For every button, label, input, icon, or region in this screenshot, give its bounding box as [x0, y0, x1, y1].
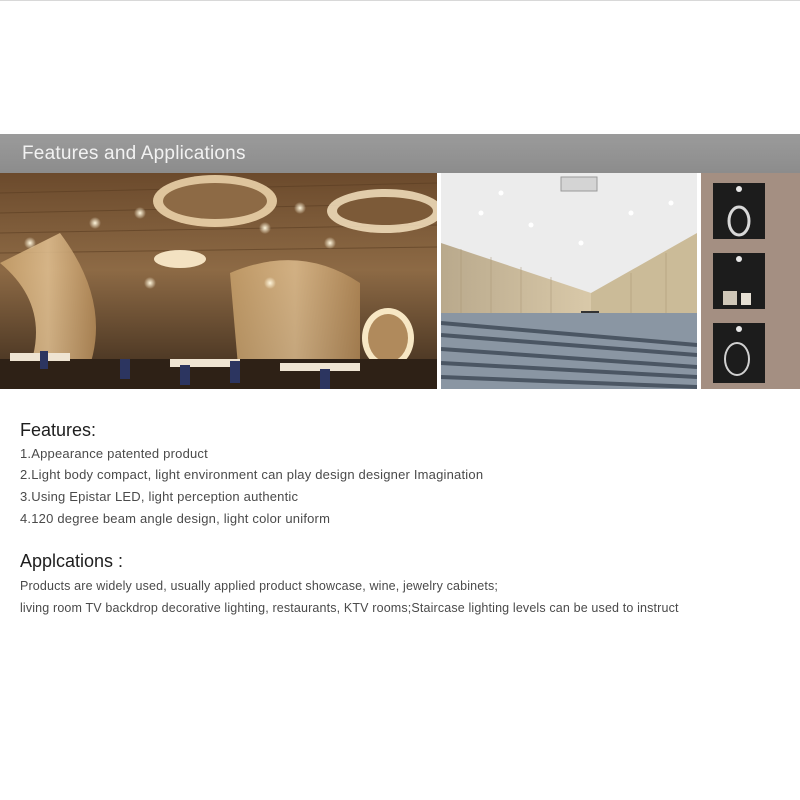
restaurant-photo	[0, 173, 437, 389]
section-banner	[0, 134, 800, 173]
banner-title: Features and Applications	[22, 142, 246, 164]
display-niche-photo	[701, 173, 800, 389]
applications-heading: Applcations :	[20, 551, 124, 571]
auditorium-photo	[441, 173, 697, 389]
applications-line: living room TV backdrop decorative lighting, restaurants, KTV rooms;Staircase lighting levels can be used to instruct	[20, 601, 679, 615]
feature-item: 2.Light body compact, light environment can play design designer Imagination	[20, 467, 484, 482]
feature-item: 4.120 degree beam angle design, light color uniform	[20, 511, 331, 526]
feature-item: 3.Using Epistar LED, light perception authentic	[20, 489, 299, 504]
photo-strip	[0, 173, 800, 389]
features-heading: Features:	[20, 420, 97, 440]
top-divider	[0, 0, 800, 1]
feature-item: 1.Appearance patented product	[20, 446, 208, 461]
applications-line: Products are widely used, usually applied product showcase, wine, jewelry cabinets;	[20, 579, 498, 593]
